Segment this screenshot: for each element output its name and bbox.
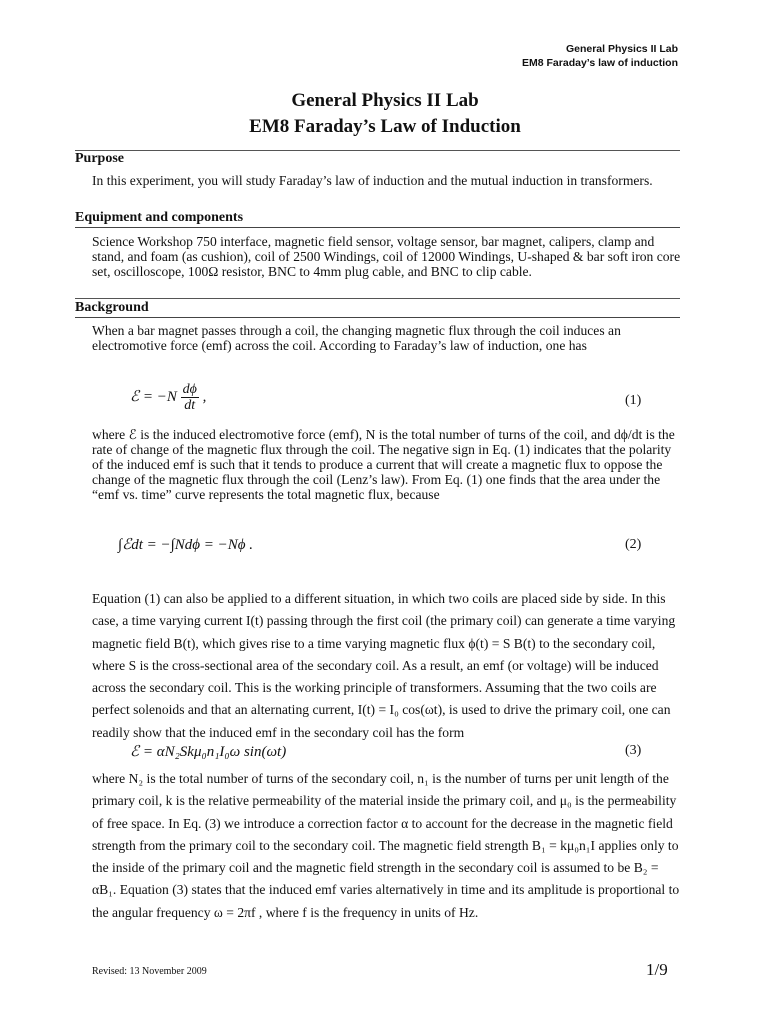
equation-3: ℰ = αN₂Skμ₀n₁I₀ω sin(ωt) <box>130 744 287 760</box>
background-para3: where N₂ is the total number of turns of the secondary coil, n₁ is the number of turns per unit length of the primary coil, k is the relative permeability of the material inside the primary coil, and μ₀ is the permeability of free space. In Eq. (3) we introduce a correction factor α to account for the decrease in the magnetic field strength from the primary coil to the secondary coil. The magnetic field strength B₁ = kμ₀n₁I applies only to the inside of the primary coil and the magnetic field strength in the secondary coil is assumed to be B₂ = αB₁. Equation (3) states that the induced emf varies alternatively in time and its amplitude is proportional to the angular frequency ω = 2πf , where f is the frequency in units of Hz. <box>92 771 680 920</box>
background-para2: Equation (1) can also be applied to a different situation, in which two coils are placed side by side. In this case, a time varying current I(t) passing through the first coil (the primary coil) can generate a time varying magnetic field B(t), which gives rise to a time varying magnetic flux ϕ(t) = S B(t) to the secondary coil, where S is the cross-sectional area of the secondary coil. As a result, an emf (or voltage) will be induced across the secondary coil. This is the working principle of transformers. Assuming that the two coils are perfect solenoids and that an alternating current, I(t) = I₀ cos(ωt), is used to drive the primary coil, one can readily show that the induced emf in the secondary coil has the form <box>92 591 676 740</box>
title-line1: General Physics II Lab <box>291 90 479 111</box>
background-para1: where ℰ is the induced electromotive force (emf), N is the total number of turns of the coil, and dϕ/dt is the rate of change of the magnetic flux through the coil. The negative sign in Eq. (1) indicates that the polarity of the induced emf is such that it tends to produce a current that will create a magnetic flux to oppose the change of the magnetic flux through the coil (Lenz’s law). From Eq. (1) one finds that the area under the “emf vs. time” curve represents the total magnetic flux, because <box>92 427 675 502</box>
eq1-numerator: dϕ <box>182 382 197 397</box>
running-header-line2: EM8 Faraday’s law of induction <box>522 57 678 69</box>
eq1-denominator: dt <box>184 398 196 413</box>
page-title <box>0 88 770 140</box>
purpose-heading: Purpose <box>75 151 124 166</box>
eq1-fraction <box>181 382 199 413</box>
eq2-number: (2) <box>625 537 642 552</box>
background-intro: When a bar magnet passes through a coil, the changing magnetic flux through the coil induces an electromotive force (emf) across the coil. According to Faraday’s law of induction, one has <box>92 323 621 353</box>
title-line2: EM8 Faraday’s Law of Induction <box>249 116 521 137</box>
background-heading: Background <box>75 300 680 318</box>
equipment-heading: Equipment and components <box>75 210 680 228</box>
equation-2: ∫ℰdt = −∫Ndϕ = −Nϕ . <box>118 537 253 553</box>
purpose-text: In this experiment, you will study Faraday’s law of induction and the mutual induction in transformers. <box>92 173 653 188</box>
eq3-number: (3) <box>625 743 642 758</box>
eq1-lhs: ℰ = −N <box>130 388 177 405</box>
eq1-number: (1) <box>625 393 642 408</box>
running-header-line1: General Physics II Lab <box>565 43 678 55</box>
equation-1 <box>130 382 206 413</box>
revised-date: Revised: 13 November 2009 <box>92 966 207 977</box>
page-number: 1/9 <box>646 960 668 979</box>
section-divider <box>75 298 680 299</box>
equipment-text: Science Workshop 750 interface, magnetic field sensor, voltage sensor, bar magnet, calipers, clamp and stand, and foam (as cushion), coil of 2500 Windings, coil of 12000 Windings, U-shaped & bar soft iron core set, oscilloscope, 100Ω resistor, BNC to 4mm plug cable, and BNC to clip cable. <box>92 234 681 279</box>
eq1-tail: , <box>202 388 207 405</box>
running-header <box>522 42 678 70</box>
